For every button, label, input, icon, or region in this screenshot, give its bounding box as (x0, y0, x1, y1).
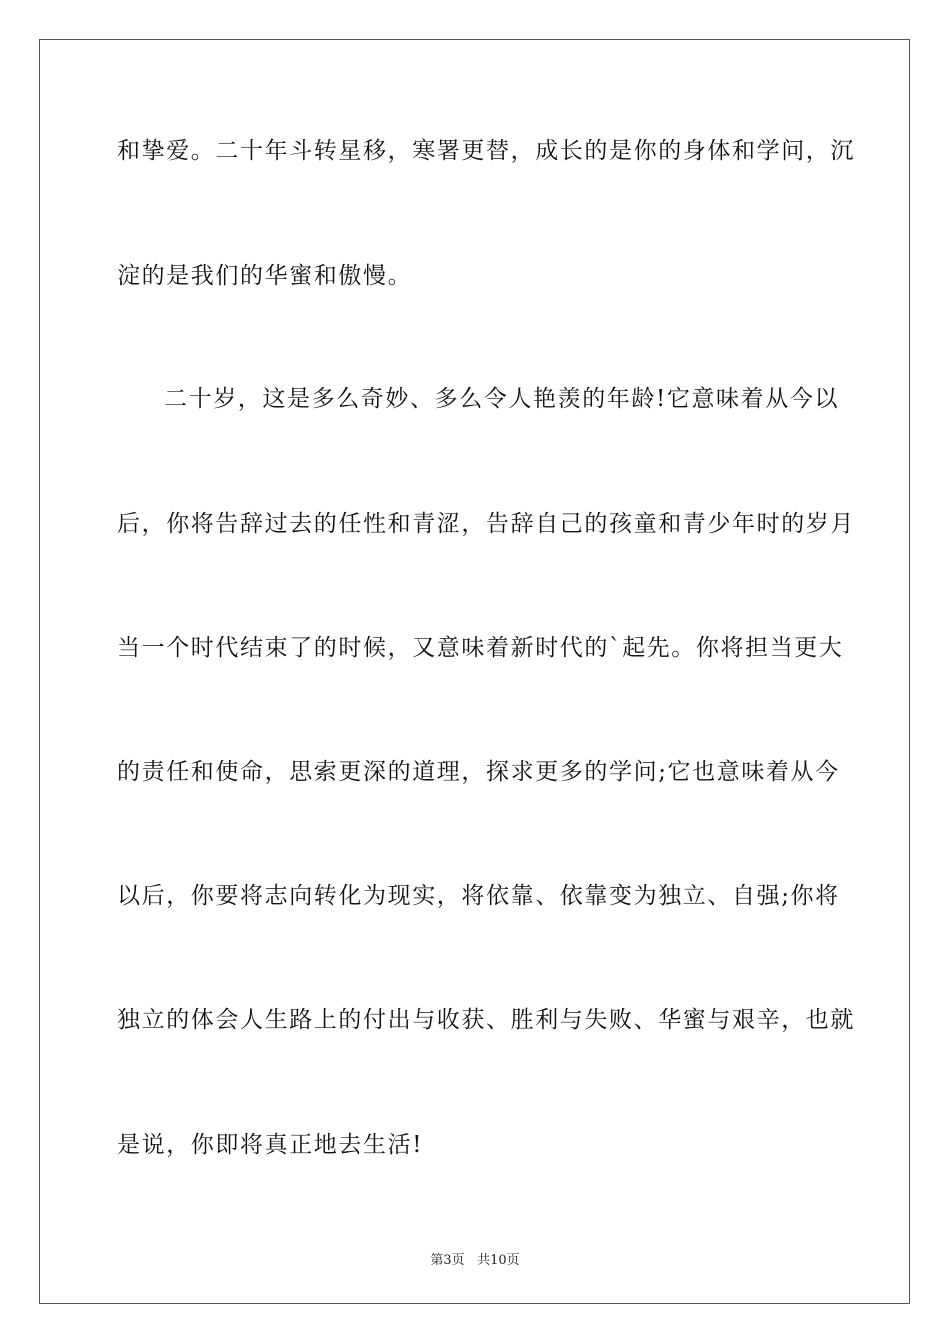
page-border (39, 39, 910, 1304)
text-line-3: 二十岁，这是多么奇妙、多么令人艳羡的年龄!它意味着从今以 (164, 386, 840, 412)
page-number: 第3页 (430, 1253, 465, 1268)
page-total: 共10页 (477, 1253, 520, 1268)
text-line-7: 以后，你要将志向转化为现实，将依靠、依靠变为独立、自强;你将 (117, 883, 840, 909)
text-line-8: 独立的体会人生路上的付出与收获、胜利与失败、华蜜与艰辛，也就 (117, 1007, 855, 1033)
text-line-9: 是说，你即将真正地去生活! (117, 1132, 424, 1158)
text-line-6: 的责任和使命，思索更深的道理，探求更多的学问;它也意味着从今 (117, 759, 840, 785)
text-line-5: 当一个时代结束了的时候，又意味着新时代的`起先。你将担当更大 (117, 635, 844, 661)
text-line-1: 和挚爱。二十年斗转星移，寒署更替，成长的是你的身体和学问，沉 (117, 138, 855, 164)
text-line-4: 后，你将告辞过去的任性和青涩，告辞自己的孩童和青少年时的岁月 (117, 511, 855, 537)
text-line-2: 淀的是我们的华蜜和傲慢。 (117, 263, 413, 289)
page-footer (0, 1249, 950, 1268)
